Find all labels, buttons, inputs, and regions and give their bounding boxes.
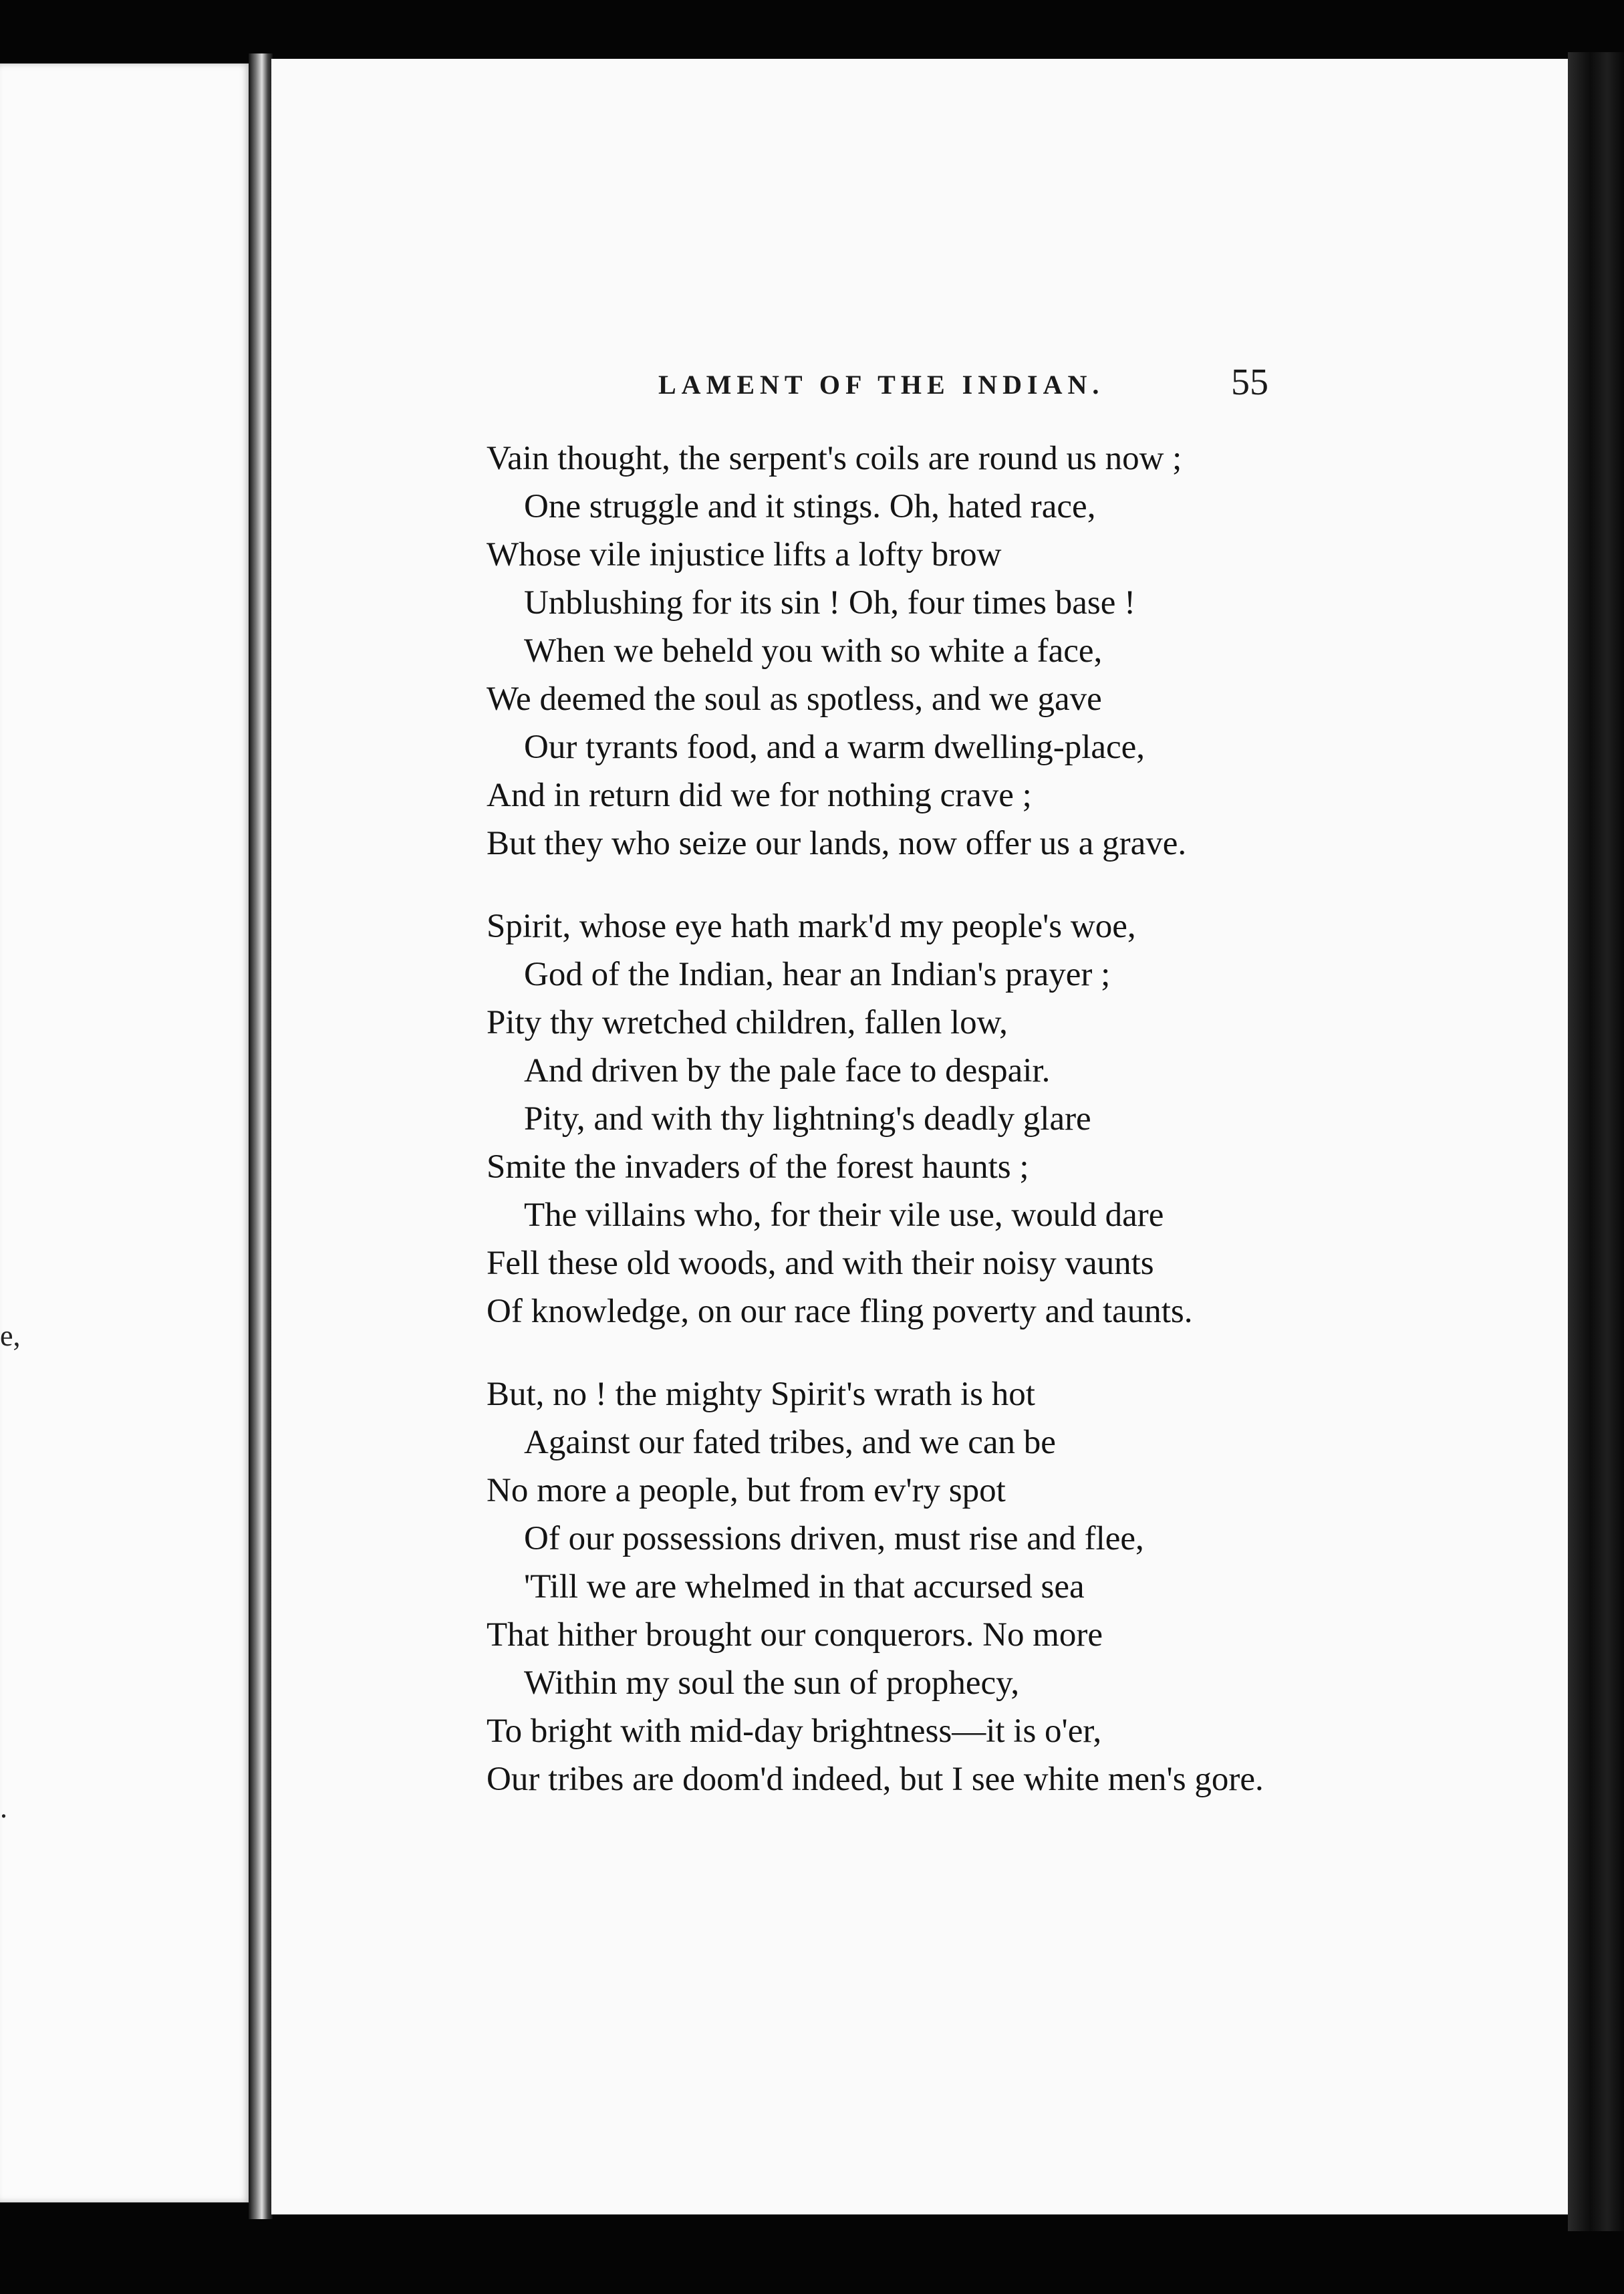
poem-line: One struggle and it stings. Oh, hated race, xyxy=(524,488,1096,525)
poem-line: And in return did we for nothing crave ; xyxy=(487,777,1032,814)
left-page-fragment: . xyxy=(0,1791,7,1824)
poem-line: To bright with mid-day brightness—it is o'er, xyxy=(487,1712,1102,1750)
poem-line: Unblushing for its sin ! Oh, four times base ! xyxy=(524,584,1136,622)
left-page xyxy=(0,63,251,2202)
poem-line: Smite the invaders of the forest haunts ; xyxy=(487,1148,1029,1186)
poem-line: No more a people, but from ev'ry spot xyxy=(487,1472,1006,1509)
poem-line: But they who seize our lands, now offer us a grave. xyxy=(487,825,1187,862)
poem-line: Of our possessions driven, must rise and flee, xyxy=(524,1520,1144,1557)
book-edge xyxy=(1568,52,1624,2231)
poem-line: Pity, and with thy lightning's deadly glare xyxy=(524,1100,1091,1138)
poem-line: 'Till we are whelmed in that accursed sea xyxy=(524,1568,1085,1606)
poem-line: Our tyrants food, and a warm dwelling-place, xyxy=(524,729,1145,766)
poem-line: Pity thy wretched children, fallen low, xyxy=(487,1004,1008,1041)
poem-text xyxy=(487,434,1516,1838)
poem-line: That hither brought our conquerors. No more xyxy=(487,1616,1103,1654)
poem-line: The villains who, for their vile use, would dare xyxy=(524,1196,1164,1234)
poem-line: Fell these old woods, and with their noisy vaunts xyxy=(487,1245,1154,1282)
running-head: LAMENT OF THE INDIAN. xyxy=(658,370,1105,400)
stanza xyxy=(487,902,1516,1335)
poem-line: Whose vile injustice lifts a lofty brow xyxy=(487,536,1002,574)
stanza xyxy=(487,434,1516,868)
poem-line: When we beheld you with so white a face, xyxy=(524,632,1103,670)
poem-line: Vain thought, the serpent's coils are round us now ; xyxy=(487,440,1182,477)
poem-line: Against our fated tribes, and we can be xyxy=(524,1424,1056,1461)
page-number: 55 xyxy=(1231,362,1268,403)
book-gutter xyxy=(249,53,273,2219)
poem-line: And driven by the pale face to despair. xyxy=(524,1052,1051,1090)
left-page-fragment: e, xyxy=(0,1319,21,1352)
poem-line: Our tribes are doom'd indeed, but I see white men's gore. xyxy=(487,1761,1264,1798)
poem-line: Spirit, whose eye hath mark'd my people's woe, xyxy=(487,908,1136,945)
poem-line: Within my soul the sun of prophecy, xyxy=(524,1664,1020,1702)
poem-line: God of the Indian, hear an Indian's prayer ; xyxy=(524,956,1111,993)
poem-line: We deemed the soul as spotless, and we gave xyxy=(487,680,1102,718)
poem-line: But, no ! the mighty Spirit's wrath is hot xyxy=(487,1376,1035,1413)
poem-line: Of knowledge, on our race fling poverty and taunts. xyxy=(487,1293,1193,1330)
stanza xyxy=(487,1370,1516,1803)
